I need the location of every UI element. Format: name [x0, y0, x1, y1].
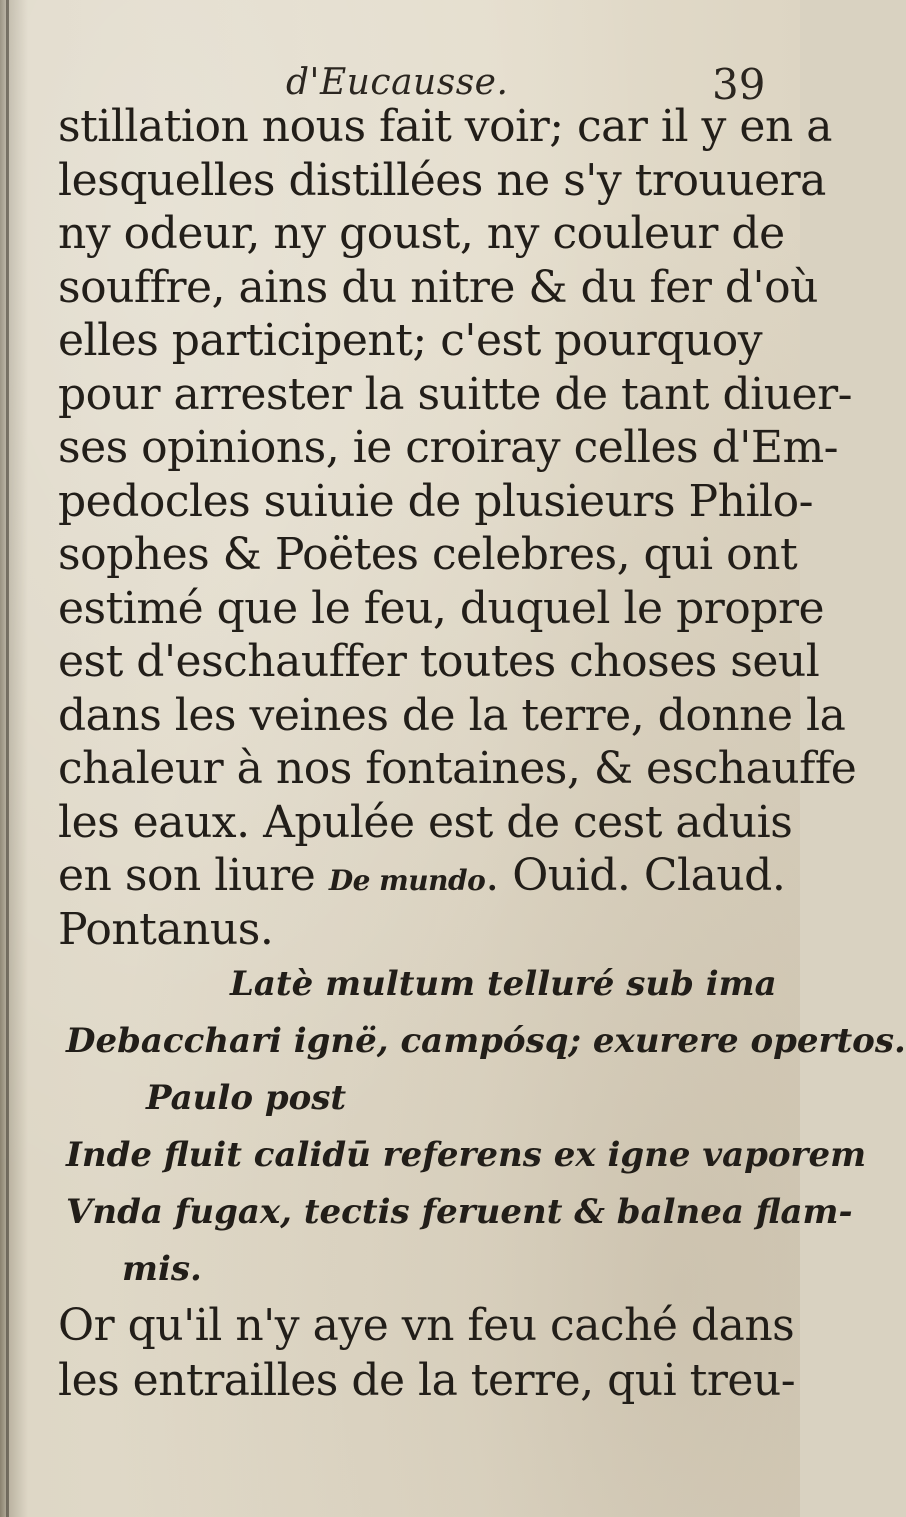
- text-line: stillation nous fait voir; car il y en a: [58, 101, 832, 152]
- verse-line: mis.: [122, 1249, 202, 1289]
- text-line: dans les veines de la terre, donne la: [58, 689, 846, 741]
- verse-line: Inde fluit calidū referens ex igne vaporem: [66, 1135, 867, 1175]
- text-line: sophes & Poëtes celebres, qui ont: [58, 529, 798, 580]
- text-line: ses opinions, ie croiray celles d'Em-: [58, 422, 839, 473]
- citation-before: en son liure: [58, 850, 329, 901]
- citation-after: . Ouid. Claud.: [485, 850, 786, 901]
- citation-line: [58, 849, 788, 903]
- text-line: chaleur à nos fontaines, & eschauffe: [58, 743, 857, 794]
- text-line: elles participent; c'est pourquoy: [58, 315, 763, 366]
- body-text: [58, 100, 906, 1408]
- text-line: les entrailles de la terre, qui treu-: [58, 1355, 796, 1406]
- page-number: 39: [712, 60, 766, 109]
- text-line: lesquelles distillées ne s'y trouuera: [58, 154, 826, 206]
- verse-line: Latè multum telluré sub ima: [230, 964, 777, 1004]
- running-head: d'Eucausse.: [286, 62, 509, 103]
- verse-line: Debacchari ignë, campósq; exurere opertos.: [66, 1021, 906, 1061]
- binding-gutter: [6, 0, 9, 1517]
- text-line: estimé que le feu, duquel le propre: [58, 582, 825, 634]
- text-line: ny odeur, ny goust, ny couleur de: [58, 208, 785, 259]
- text-line: est d'eschauffer toutes choses seul: [58, 636, 820, 687]
- verse-line: Paulo post: [146, 1078, 347, 1118]
- text-line: souffre, ains du nitre & du fer d'où: [58, 261, 818, 313]
- author-line: Pontanus.: [58, 903, 274, 955]
- text-line: Or qu'il n'y aye vn feu caché dans: [58, 1300, 795, 1351]
- work-title: De mundo: [328, 864, 486, 897]
- text-line: pedocles suiuie de plusieurs Philo-: [58, 475, 813, 527]
- verse-line: Vnda fugax, tectis feruent & balnea flam-: [66, 1192, 853, 1232]
- text-line: les eaux. Apulée est de cest aduis: [58, 796, 793, 848]
- text-line: pour arrester la suitte de tant diuer-: [58, 368, 852, 420]
